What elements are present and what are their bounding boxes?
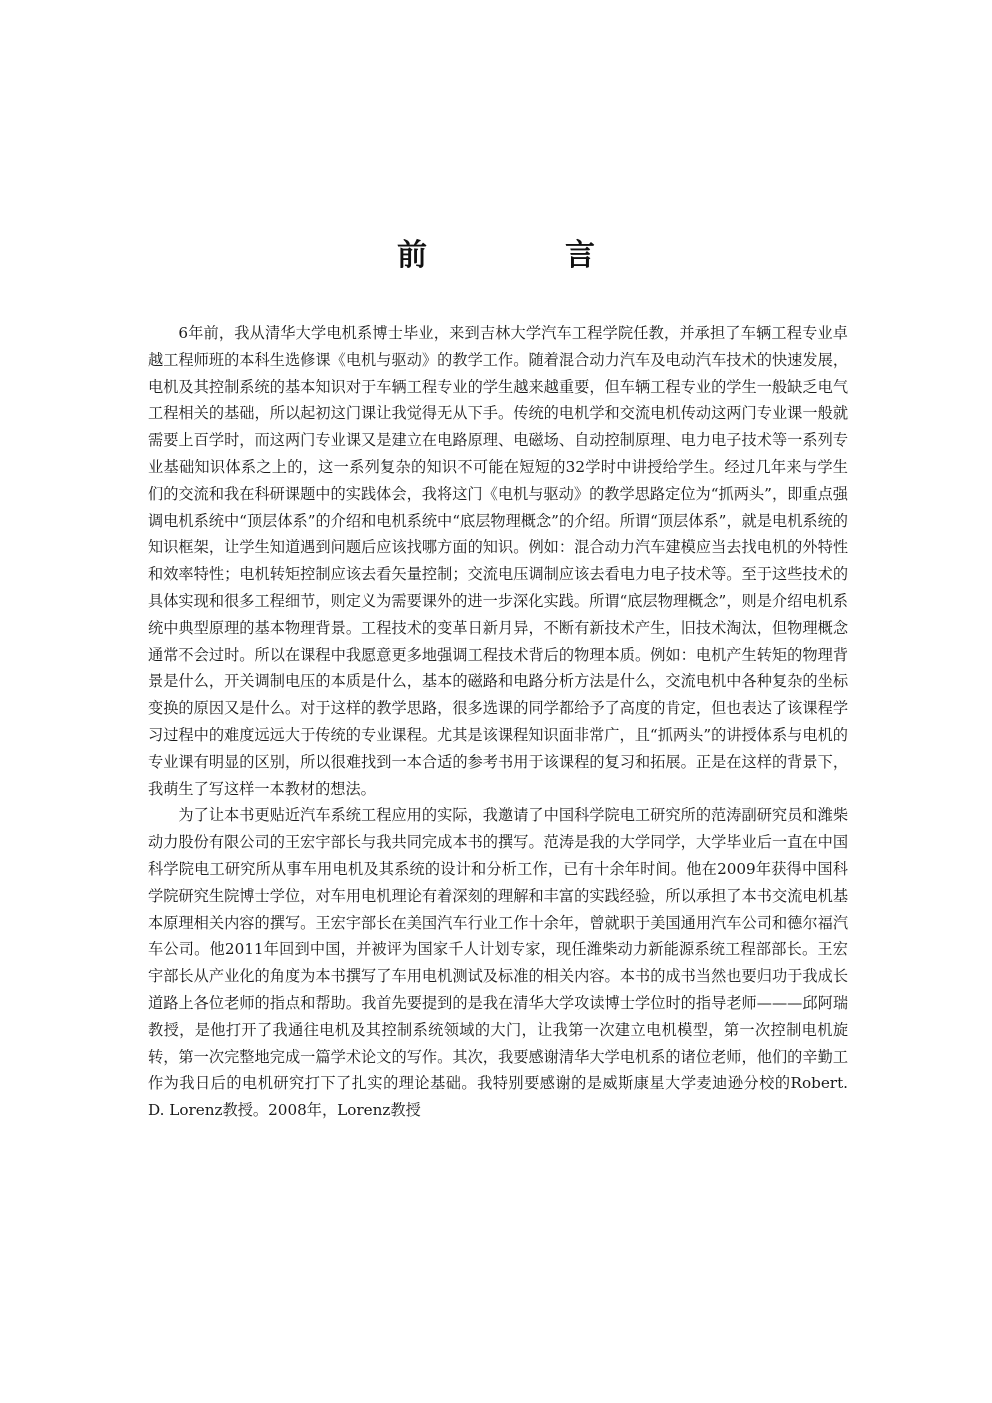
paragraph-1: 6年前，我从清华大学电机系博士毕业，来到吉林大学汽车工程学院任教，并承担了车辆工程专业卓越工程师班的本科生选修课《电机与驱动》的教学工作。随着混合动力汽车及电动汽车技术的快速发展，电机及其控制系统的基本知识对于车辆工程专业的学生越来越重要，但车辆工程专业的学生一般缺乏电气工程相关的基础，所以起初这门课让我觉得无从下手。传统的电机学和交流电机传动这两门专业课一般就需要上百学时，而这两门专业课又是建立在电路原理、电磁场、自动控制原理、电力电子技术等一系列专业基础知识体系之上的，这一系列复杂的知识不可能在短短的32学时中讲授给学生。经过几年来与学生们的交流和我在科研课题中的实践体会，我将这门《电机与驱动》的教学思路定位为“抓两头”，即重点强调电机系统中“顶层体系”的介绍和电机系统中“底层物理概念”的介绍。所谓“顶层体系”，就是电机系统的知识框架，让学生知道遇到问题后应该找哪方面的知识。例如：混合动力汽车建模应当去找电机的外特性和效率特性；电机转矩控制应该去看矢量控制；交流电压调制应该去看电力电子技术等。至于这些技术的具体实现和很多工程细节，则定义为需要课外的进一步深化实践。所谓“底层物理概念”，则是介绍电机系统中典型原理的基本物理背景。工程技术的变革日新月异，不断有新技术产生，旧技术淘汰，但物理概念通常不会过时。所以在课程中我愿意更多地强调工程技术背后的物理本质。例如：电机产生转矩的物理背景是什么，开关调制电压的本质是什么，基本的磁路和电路分析方法是什么，交流电机中各种复杂的坐标变换的原因又是什么。对于这样的教学思路，很多选课的同学都给予了高度的肯定，但也表达了该课程学习过程中的难度远远大于传统的专业课程。尤其是该课程知识面非常广，且“抓两头”的讲授体系与电机的专业课有明显的区别，所以很难找到一本合适的参考书用于该课程的复习和拓展。正是在这样的背景下，我萌生了写这样一本教材的想法。 [148, 324, 848, 798]
preface-body [148, 320, 848, 1124]
page-title: 前 言 [397, 238, 649, 273]
paragraph-2: 为了让本书更贴近汽车系统工程应用的实际，我邀请了中国科学院电工研究所的范涛副研究员和潍柴动力股份有限公司的王宏宇部长与我共同完成本书的撰写。范涛是我的大学同学，大学毕业后一直在中国科学院电工研究所从事车用电机及其系统的设计和分析工作，已有十余年时间。他在2009年获得中国科学院研究生院博士学位，对车用电机理论有着深刻的理解和丰富的实践经验，所以承担了本书交流电机基本原理相关内容的撰写。王宏宇部长在美国汽车行业工作十余年，曾就职于美国通用汽车公司和德尔福汽车公司。他2011年回到中国，并被评为国家千人计划专家，现任潍柴动力新能源系统工程部部长。王宏宇部长从产业化的角度为本书撰写了车用电机测试及标准的相关内容。本书的成书当然也要归功于我成长道路上各位老师的指点和帮助。我首先要提到的是我在清华大学攻读博士学位时的指导老师———邱阿瑞教授，是他打开了我通往电机及其控制系统领域的大门，让我第一次建立电机模型，第一次控制电机旋转，第一次完整地完成一篇学术论文的写作。其次，我要感谢清华大学电机系的诸位老师，他们的辛勤工作为我日后的电机研究打下了扎实的理论基础。我特别要感谢的是威斯康星大学麦迪逊分校的Robert. D. Lorenz教授。2008年，Lorenz教授 [148, 806, 848, 1120]
